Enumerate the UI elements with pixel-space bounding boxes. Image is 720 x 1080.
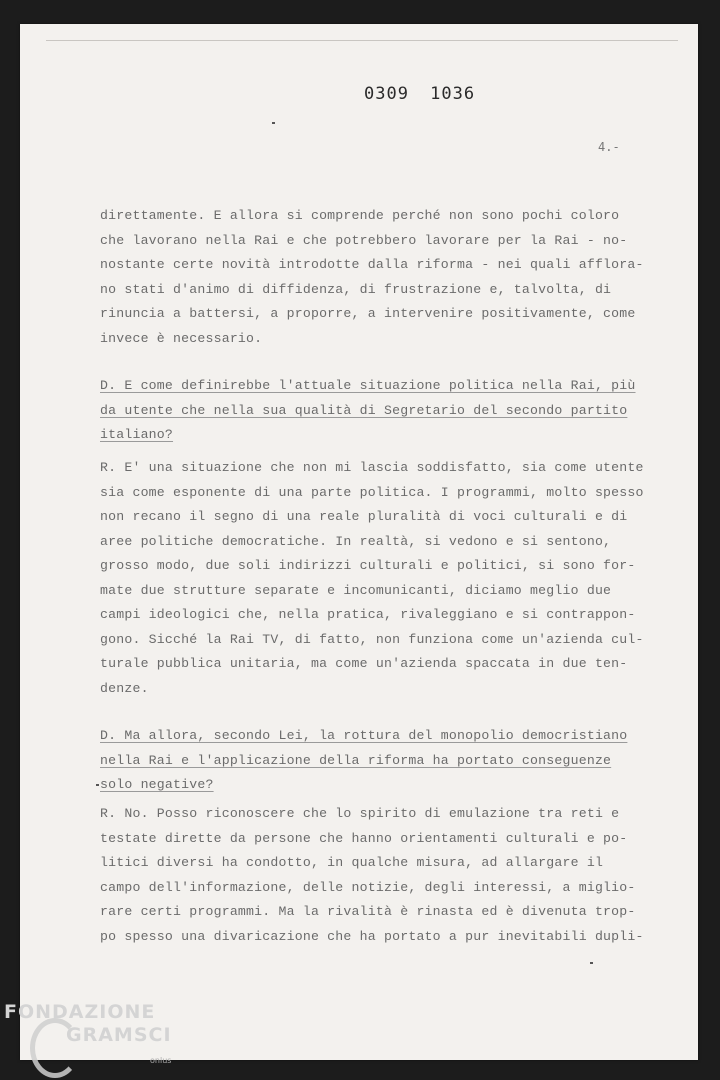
text-line: litici diversi ha condotto, in qualche misura, ad allargare il xyxy=(100,855,604,870)
answer-2 xyxy=(100,802,660,949)
text-line: po spesso una divaricazione che ha portato a pur inevitabili dupli- xyxy=(100,928,644,944)
page-edge-line xyxy=(46,40,678,41)
question-2 xyxy=(100,724,660,798)
text-line: campi ideologici che, nella pratica, rivaleggiano e si contrappon- xyxy=(100,607,636,622)
text-line: non recano il segno di una reale pluralità di voci culturali e di xyxy=(100,509,628,524)
watermark-line-2: GRAMSCI xyxy=(66,1024,172,1046)
text-line: mate due strutture separate e incomunicanti, diciamo meglio due xyxy=(100,582,612,598)
text-line: direttamente. E allora si comprende perché non sono pochi coloro xyxy=(100,208,620,223)
document-number: 0309 1036 xyxy=(364,84,476,104)
text-line: D. E come definirebbe l'attuale situazione politica nella Rai, più xyxy=(100,378,636,393)
ink-mark xyxy=(272,122,275,124)
text-line: che lavorano nella Rai e che potrebbero lavorare per la Rai - no- xyxy=(100,232,628,248)
text-line: nella Rai e l'applicazione della riforma ha portato conseguenze xyxy=(100,752,612,768)
page-number: 4.- xyxy=(598,140,620,154)
ink-mark xyxy=(590,962,593,964)
text-line: da utente che nella sua qualità di Segretario del secondo partito xyxy=(100,402,628,418)
text-line: nostante certe novità introdotte dalla riforma - nei quali afflora- xyxy=(100,257,644,272)
text-line: campo dell'informazione, delle notizie, degli interessi, a miglio- xyxy=(100,879,636,895)
text-line: gono. Sicché la Rai TV, di fatto, non funziona come un'azienda cul- xyxy=(100,631,644,647)
text-line: no stati d'animo di diffidenza, di frustrazione e, talvolta, di xyxy=(100,281,612,297)
ink-mark xyxy=(96,784,99,786)
text-line: sia come esponente di una parte politica. I programmi, molto spesso xyxy=(100,484,644,500)
text-line: denze. xyxy=(100,680,149,696)
text-line: invece è necessario. xyxy=(100,330,263,346)
question-1 xyxy=(100,374,660,448)
text-line: rare certi programmi. Ma la rivalità è rinasta ed è divenuta trop- xyxy=(100,904,636,919)
answer-1 xyxy=(100,456,660,701)
text-line: italiano? xyxy=(100,427,174,442)
text-line: rinuncia a battersi, a proporre, a intervenire positivamente, come xyxy=(100,306,636,321)
text-line: aree politiche democratiche. In realtà, si vedono e si sentono, xyxy=(100,533,612,549)
watermark-line-1: FONDAZIONE xyxy=(4,1001,156,1023)
watermark-line-3: onlus xyxy=(150,1056,172,1065)
text-line: testate dirette da persone che hanno orientamenti culturali e po- xyxy=(100,830,628,846)
text-line: R. No. Posso riconoscere che lo spirito di emulazione tra reti e xyxy=(100,806,620,821)
paragraph-1 xyxy=(100,204,660,351)
text-line: turale pubblica unitaria, ma come un'azienda spaccata in due ten- xyxy=(100,656,628,671)
text-line: grosso modo, due soli indirizzi culturali e politici, si sono for- xyxy=(100,558,636,573)
text-line: R. E' una situazione che non mi lascia soddisfatto, sia come utente xyxy=(100,460,644,475)
text-line: D. Ma allora, secondo Lei, la rottura del monopolio democristiano xyxy=(100,728,628,743)
text-line: solo negative? xyxy=(100,777,214,792)
watermark-logo xyxy=(4,1000,172,1065)
